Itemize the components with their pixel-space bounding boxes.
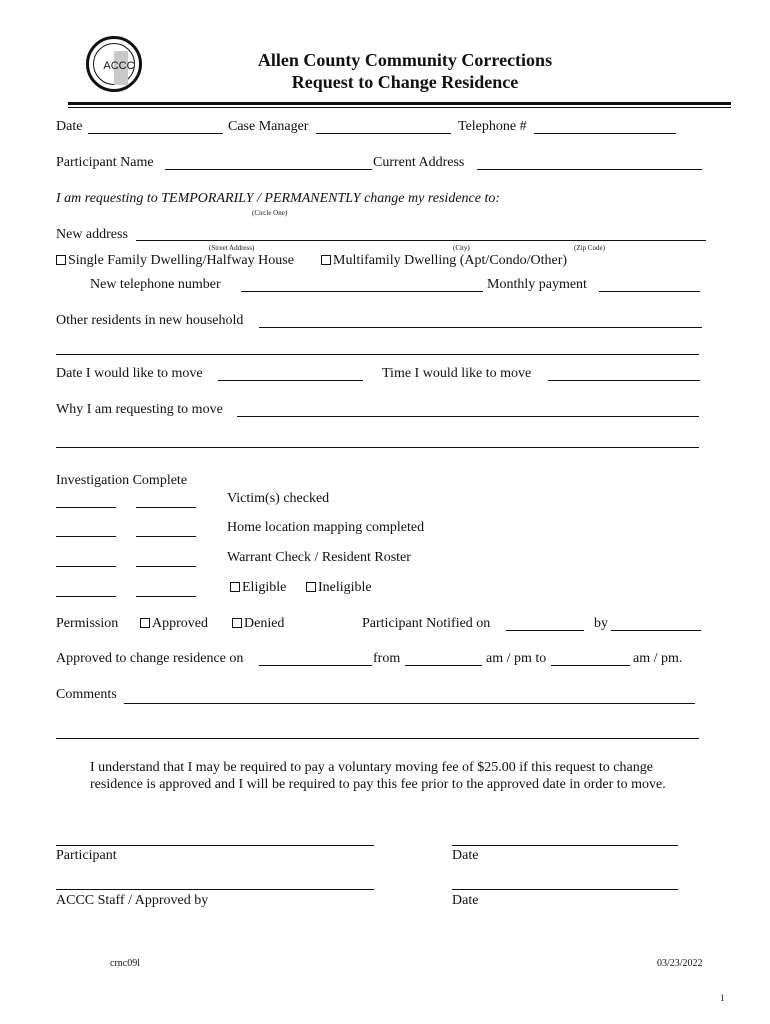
- other-residents-field[interactable]: [259, 327, 702, 328]
- investigation-initial-2b[interactable]: [136, 536, 196, 537]
- approved-on-field[interactable]: [259, 665, 372, 666]
- participant-signature-field[interactable]: [56, 845, 374, 846]
- participant-date-label: Date: [452, 848, 479, 863]
- page-number: 1: [720, 993, 725, 1003]
- current-address-label: Current Address: [373, 155, 465, 170]
- logo-ring: [93, 43, 135, 85]
- accc-logo: [86, 36, 142, 92]
- notified-by-field[interactable]: [611, 630, 701, 631]
- form-code: crnc09l: [110, 958, 140, 969]
- approved-label: Approved: [152, 616, 208, 631]
- investigation-initial-4a[interactable]: [56, 596, 116, 597]
- ineligible-option[interactable]: [306, 580, 372, 596]
- request-statement: I am requesting to TEMPORARILY / PERMANENTLY change my residence to:: [56, 191, 501, 206]
- victims-checked-label: Victim(s) checked: [227, 491, 330, 506]
- notified-on-label: Participant Notified on: [362, 616, 491, 631]
- date-move-label: Date I would like to move: [56, 366, 203, 381]
- approved-checkbox[interactable]: [140, 618, 150, 628]
- comments-field-line2[interactable]: [56, 738, 699, 739]
- city-caption: (City): [453, 244, 470, 252]
- notified-by-label: by: [594, 616, 608, 631]
- telephone-label: Telephone #: [458, 119, 527, 134]
- denied-option[interactable]: [232, 616, 284, 632]
- warrant-check-label: Warrant Check / Resident Roster: [227, 550, 411, 565]
- current-address-field[interactable]: [477, 169, 702, 170]
- street-address-caption: (Street Address): [209, 244, 255, 252]
- circle-one-note: (Circle One): [252, 209, 288, 217]
- why-move-field[interactable]: [237, 416, 699, 417]
- multifamily-label: Multifamily Dwelling (Apt/Condo/Other): [333, 253, 568, 268]
- logo-text: ACCC: [103, 60, 135, 72]
- case-manager-field[interactable]: [316, 133, 451, 134]
- notified-on-field[interactable]: [506, 630, 584, 631]
- participant-name-label: Participant Name: [56, 155, 154, 170]
- comments-label: Comments: [56, 687, 117, 702]
- time-move-field[interactable]: [548, 380, 700, 381]
- home-mapping-label: Home location mapping completed: [227, 520, 425, 535]
- approved-on-label: Approved to change residence on: [56, 651, 244, 666]
- monthly-payment-label: Monthly payment: [487, 277, 587, 292]
- from-time-field[interactable]: [405, 665, 482, 666]
- other-residents-label: Other residents in new household: [56, 313, 244, 328]
- staff-date-label: Date: [452, 893, 479, 908]
- case-manager-label: Case Manager: [228, 119, 309, 134]
- denied-checkbox[interactable]: [232, 618, 242, 628]
- investigation-initial-2a[interactable]: [56, 536, 116, 537]
- new-telephone-field[interactable]: [241, 291, 483, 292]
- denied-label: Denied: [244, 616, 285, 631]
- approved-option[interactable]: [140, 616, 208, 632]
- staff-signature-label: ACCC Staff / Approved by: [56, 893, 209, 908]
- participant-name-field[interactable]: [165, 169, 372, 170]
- page-subtitle: Request to Change Residence: [291, 72, 519, 92]
- am-pm-end-label: am / pm.: [633, 651, 683, 666]
- ineligible-checkbox[interactable]: [306, 582, 316, 592]
- new-address-field[interactable]: [136, 240, 706, 241]
- form-date: 03/23/2022: [657, 958, 703, 969]
- other-residents-field-line2[interactable]: [56, 354, 699, 355]
- header-rule-thick: [68, 102, 731, 105]
- time-move-label: Time I would like to move: [382, 366, 532, 381]
- ineligible-label: Ineligible: [318, 580, 372, 595]
- fee-statement: I understand that I may be required to pay a voluntary moving fee of $25.00 if this request to change residence is approved and I will be required to pay this fee prior to the approved date in order to move.: [90, 760, 666, 792]
- multifamily-checkbox[interactable]: [321, 255, 331, 265]
- permission-label: Permission: [56, 616, 119, 631]
- to-time-field[interactable]: [551, 665, 630, 666]
- from-label: from: [373, 651, 401, 666]
- staff-date-field[interactable]: [452, 889, 678, 890]
- eligible-checkbox[interactable]: [230, 582, 240, 592]
- new-telephone-label: New telephone number: [90, 277, 221, 292]
- participant-date-field[interactable]: [452, 845, 678, 846]
- new-address-label: New address: [56, 227, 128, 242]
- investigation-heading: Investigation Complete: [56, 473, 188, 488]
- zip-code-caption: (Zip Code): [574, 244, 605, 252]
- single-family-option[interactable]: [56, 253, 294, 269]
- staff-signature-field[interactable]: [56, 889, 374, 890]
- why-move-label: Why I am requesting to move: [56, 402, 223, 417]
- date-field[interactable]: [88, 133, 223, 134]
- header-rule-thin: [68, 107, 731, 108]
- eligible-option[interactable]: [230, 580, 286, 596]
- investigation-initial-3b[interactable]: [136, 566, 196, 567]
- single-family-label: Single Family Dwelling/Halfway House: [68, 253, 294, 268]
- date-move-field[interactable]: [218, 380, 363, 381]
- telephone-field[interactable]: [534, 133, 676, 134]
- multifamily-option[interactable]: [321, 253, 567, 269]
- investigation-initial-4b[interactable]: [136, 596, 196, 597]
- investigation-initial-3a[interactable]: [56, 566, 116, 567]
- investigation-initial-1b[interactable]: [136, 507, 196, 508]
- page-title: Allen County Community Corrections: [257, 50, 553, 70]
- investigation-initial-1a[interactable]: [56, 507, 116, 508]
- date-label: Date: [56, 119, 83, 134]
- comments-field[interactable]: [124, 703, 695, 704]
- why-move-field-line2[interactable]: [56, 447, 699, 448]
- monthly-payment-field[interactable]: [599, 291, 700, 292]
- am-pm-to-label: am / pm to: [486, 651, 547, 666]
- participant-signature-label: Participant: [56, 848, 117, 863]
- single-family-checkbox[interactable]: [56, 255, 66, 265]
- eligible-label: Eligible: [242, 580, 287, 595]
